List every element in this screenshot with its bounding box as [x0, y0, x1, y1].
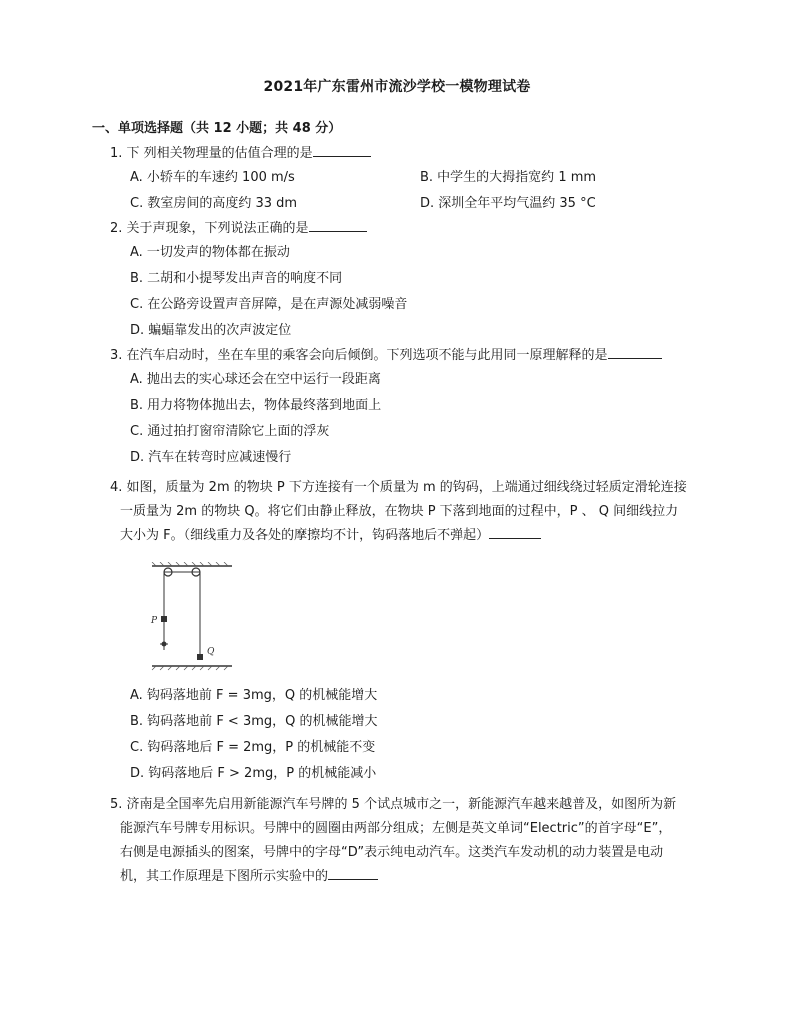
question-stem-line: 一质量为 2m 的物块 Q。将它们由静止释放，在物块 P 下落到地面的过程中，P 、 Q 间细线拉力	[120, 504, 679, 519]
option-b[interactable]: B. 中学生的大拇指宽约 1 mm	[420, 170, 597, 185]
option-b[interactable]: B. 二胡和小提琴发出声音的响度不同	[130, 271, 343, 286]
question-2	[110, 217, 710, 337]
question-stem: 3. 在汽车启动时，坐在车里的乘客会向后倾倒。下列选项不能与此用同一原理解释的是	[110, 344, 710, 368]
question-stem-line: 大小为 F。（细线重力及各处的摩擦均不计，钩码落地后不弹起）	[110, 524, 730, 548]
question-1	[110, 142, 710, 214]
option-c[interactable]: C. 通过拍打窗帘清除它上面的浮灰	[130, 424, 330, 439]
option-b[interactable]: B. 用力将物体抛出去，物体最终落到地面上	[130, 398, 382, 413]
option-a[interactable]: A. 抛出去的实心球还会在空中运行一段距离	[130, 372, 381, 387]
answer-blank[interactable]	[608, 344, 662, 359]
option-c[interactable]: C. 教室房间的高度约 33 dm	[130, 196, 298, 211]
question-stem-line: 右侧是电源插头的图案，号牌中的字母“D”表示纯电动汽车。这类汽车发动机的动力装置是电动	[120, 845, 664, 860]
option-a[interactable]: A. 一切发声的物体都在振动	[130, 245, 290, 260]
question-stem: 1. 下 列相关物理量的估值合理的是	[110, 142, 710, 166]
option-b[interactable]: B. 钩码落地前 F < 3mg，Q 的机械能增大	[130, 714, 378, 729]
option-c[interactable]: C. 钩码落地后 F = 2mg，P 的机械能不变	[130, 740, 376, 755]
answer-blank[interactable]	[309, 217, 367, 232]
label-p: P	[151, 616, 158, 626]
answer-blank[interactable]	[489, 524, 541, 539]
question-4-options	[110, 684, 710, 788]
option-d[interactable]: D. 钩码落地后 F > 2mg，P 的机械能减小	[130, 766, 377, 781]
question-stem-line: 机，其工作原理是下图所示实验中的	[110, 865, 730, 889]
question-3	[110, 344, 710, 464]
option-a[interactable]: A. 钩码落地前 F = 3mg，Q 的机械能增大	[130, 688, 378, 703]
label-q: Q	[207, 647, 215, 657]
block-q	[197, 654, 203, 660]
answer-blank[interactable]	[313, 142, 371, 157]
option-d[interactable]: D. 汽车在转弯时应减速慢行	[130, 450, 292, 465]
question-4	[110, 476, 730, 554]
option-a[interactable]: A. 小轿车的车速约 100 m/s	[130, 170, 295, 185]
block-p	[161, 616, 167, 622]
section-heading: 一、单项选择题（共 12 小题；共 48 分）	[92, 121, 342, 136]
pulley-figure	[148, 562, 238, 674]
answer-blank[interactable]	[328, 865, 378, 880]
page-title: 2021年广东雷州市流沙学校一模物理试卷	[263, 79, 531, 95]
question-stem-line: 5. 济南是全国率先启用新能源汽车号牌的 5 个试点城市之一，新能源汽车越来越普及，如图所为新	[110, 797, 677, 812]
option-d[interactable]: D. 蝙蝠靠发出的次声波定位	[130, 323, 292, 338]
question-stem-line: 4. 如图，质量为 2m 的物块 P 下方连接有一个质量为 m 的钩码，上端通过细线绕过轻质定滑轮连接	[110, 480, 687, 495]
question-stem: 2. 关于声现象，下列说法正确的是	[110, 217, 710, 241]
option-c[interactable]: C. 在公路旁设置声音屏障，是在声源处减弱噪音	[130, 297, 408, 312]
option-d[interactable]: D. 深圳全年平均气温约 35 °C	[420, 196, 596, 211]
question-5	[110, 793, 730, 893]
question-stem-line: 能源汽车号牌专用标识。号牌中的圆圈由两部分组成；左侧是英文单词“Electric”的首字母“E”，	[120, 821, 672, 836]
